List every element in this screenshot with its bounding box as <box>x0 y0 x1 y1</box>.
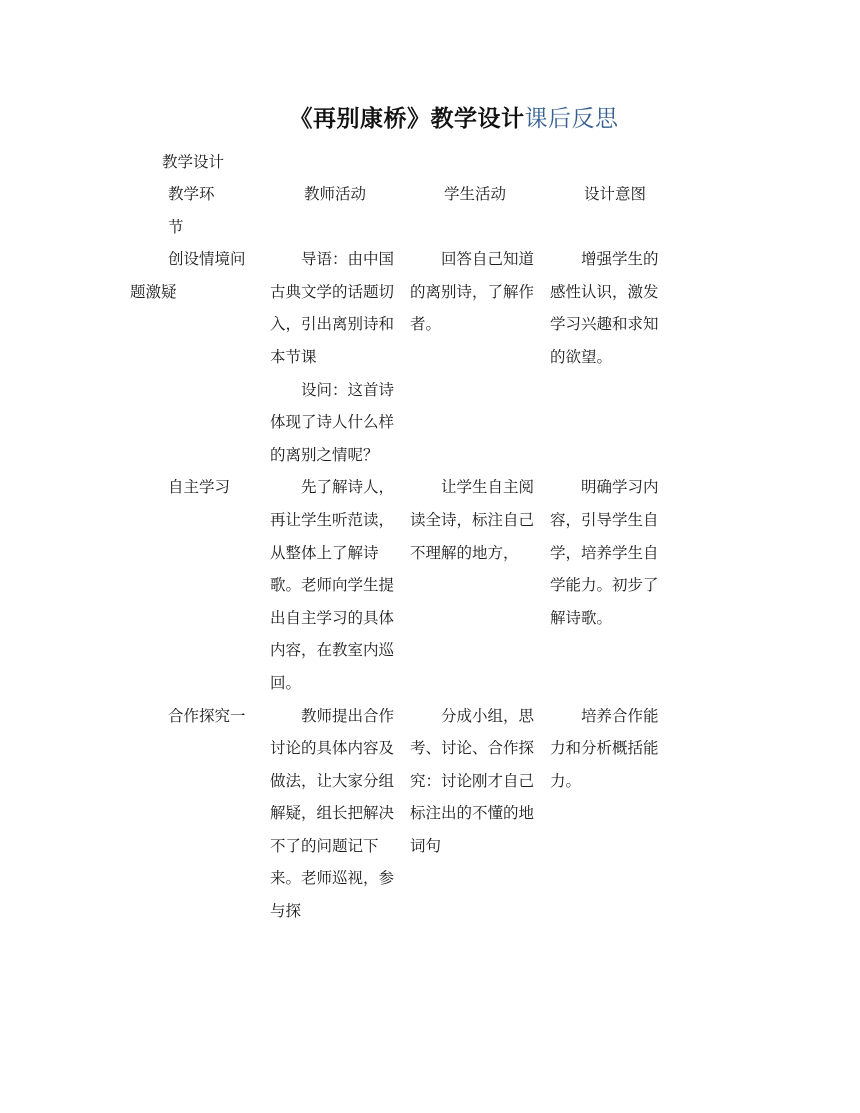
header-stage-label: 教学环节 <box>168 185 215 236</box>
intent-paragraph: 增强学生的感性认识，激发学习兴趣和求知的欲望。 <box>550 250 659 366</box>
header-student-label: 学生活动 <box>444 185 507 203</box>
header-teacher <box>270 178 410 243</box>
header-intent-label: 设计意图 <box>584 185 647 203</box>
teacher-paragraph: 导语：由中国古典文学的话题切入，引出离别诗和本节课 <box>270 250 395 366</box>
cell-intent <box>550 243 680 471</box>
cell-student <box>410 700 550 928</box>
student-paragraph: 分成小组，思考、讨论、合作探究：讨论刚才自己标注出的不懂的地词句 <box>410 706 535 855</box>
cell-stage <box>130 700 270 928</box>
cell-stage <box>130 243 270 471</box>
table-row <box>130 243 680 471</box>
section-label: 教学设计 <box>162 153 225 171</box>
header-teacher-label: 教师活动 <box>304 185 367 203</box>
teaching-design-table <box>130 178 680 928</box>
title-accent: 课后反思 <box>524 106 619 132</box>
student-paragraph: 回答自己知道的离别诗，了解作者。 <box>410 250 535 334</box>
stage-text: 合作探究一 <box>168 706 246 725</box>
cell-intent <box>550 700 680 928</box>
cell-teacher <box>270 700 410 928</box>
header-stage <box>130 178 270 243</box>
cell-student <box>410 471 550 699</box>
table-row <box>130 471 680 699</box>
cell-teacher <box>270 471 410 699</box>
intent-paragraph: 培养合作能力和分析概括能力。 <box>550 706 659 790</box>
stage-text: 自主学习 <box>168 478 231 497</box>
page-title <box>0 100 860 133</box>
teacher-paragraph: 先了解诗人，再让学生听范读，从整体上了解诗歌。老师向学生提出自主学习的具体内容，在教室内巡回。 <box>270 478 395 692</box>
stage-text: 创设情境问题激疑 <box>130 250 246 301</box>
intent-paragraph: 明确学习内容，引导学生自学，培养学生自学能力。初步了解诗歌。 <box>550 478 659 627</box>
teacher-paragraph: 教师提出合作讨论的具体内容及做法，让大家分组解疑，组长把解决不了的问题记下来。老师巡视，参与探 <box>270 706 395 921</box>
teacher-paragraph: 设问：这首诗体现了诗人什么样的离别之情呢？ <box>270 380 395 464</box>
header-student <box>410 178 550 243</box>
table-header-row <box>130 178 680 243</box>
header-intent <box>550 178 680 243</box>
cell-teacher <box>270 243 410 471</box>
title-main: 《再别康桥》教学设计 <box>289 105 525 132</box>
cell-intent <box>550 471 680 699</box>
student-paragraph: 让学生自主阅读全诗，标注自己不理解的地方， <box>410 478 535 562</box>
cell-stage <box>130 471 270 699</box>
table-row <box>130 700 680 928</box>
cell-student <box>410 243 550 471</box>
